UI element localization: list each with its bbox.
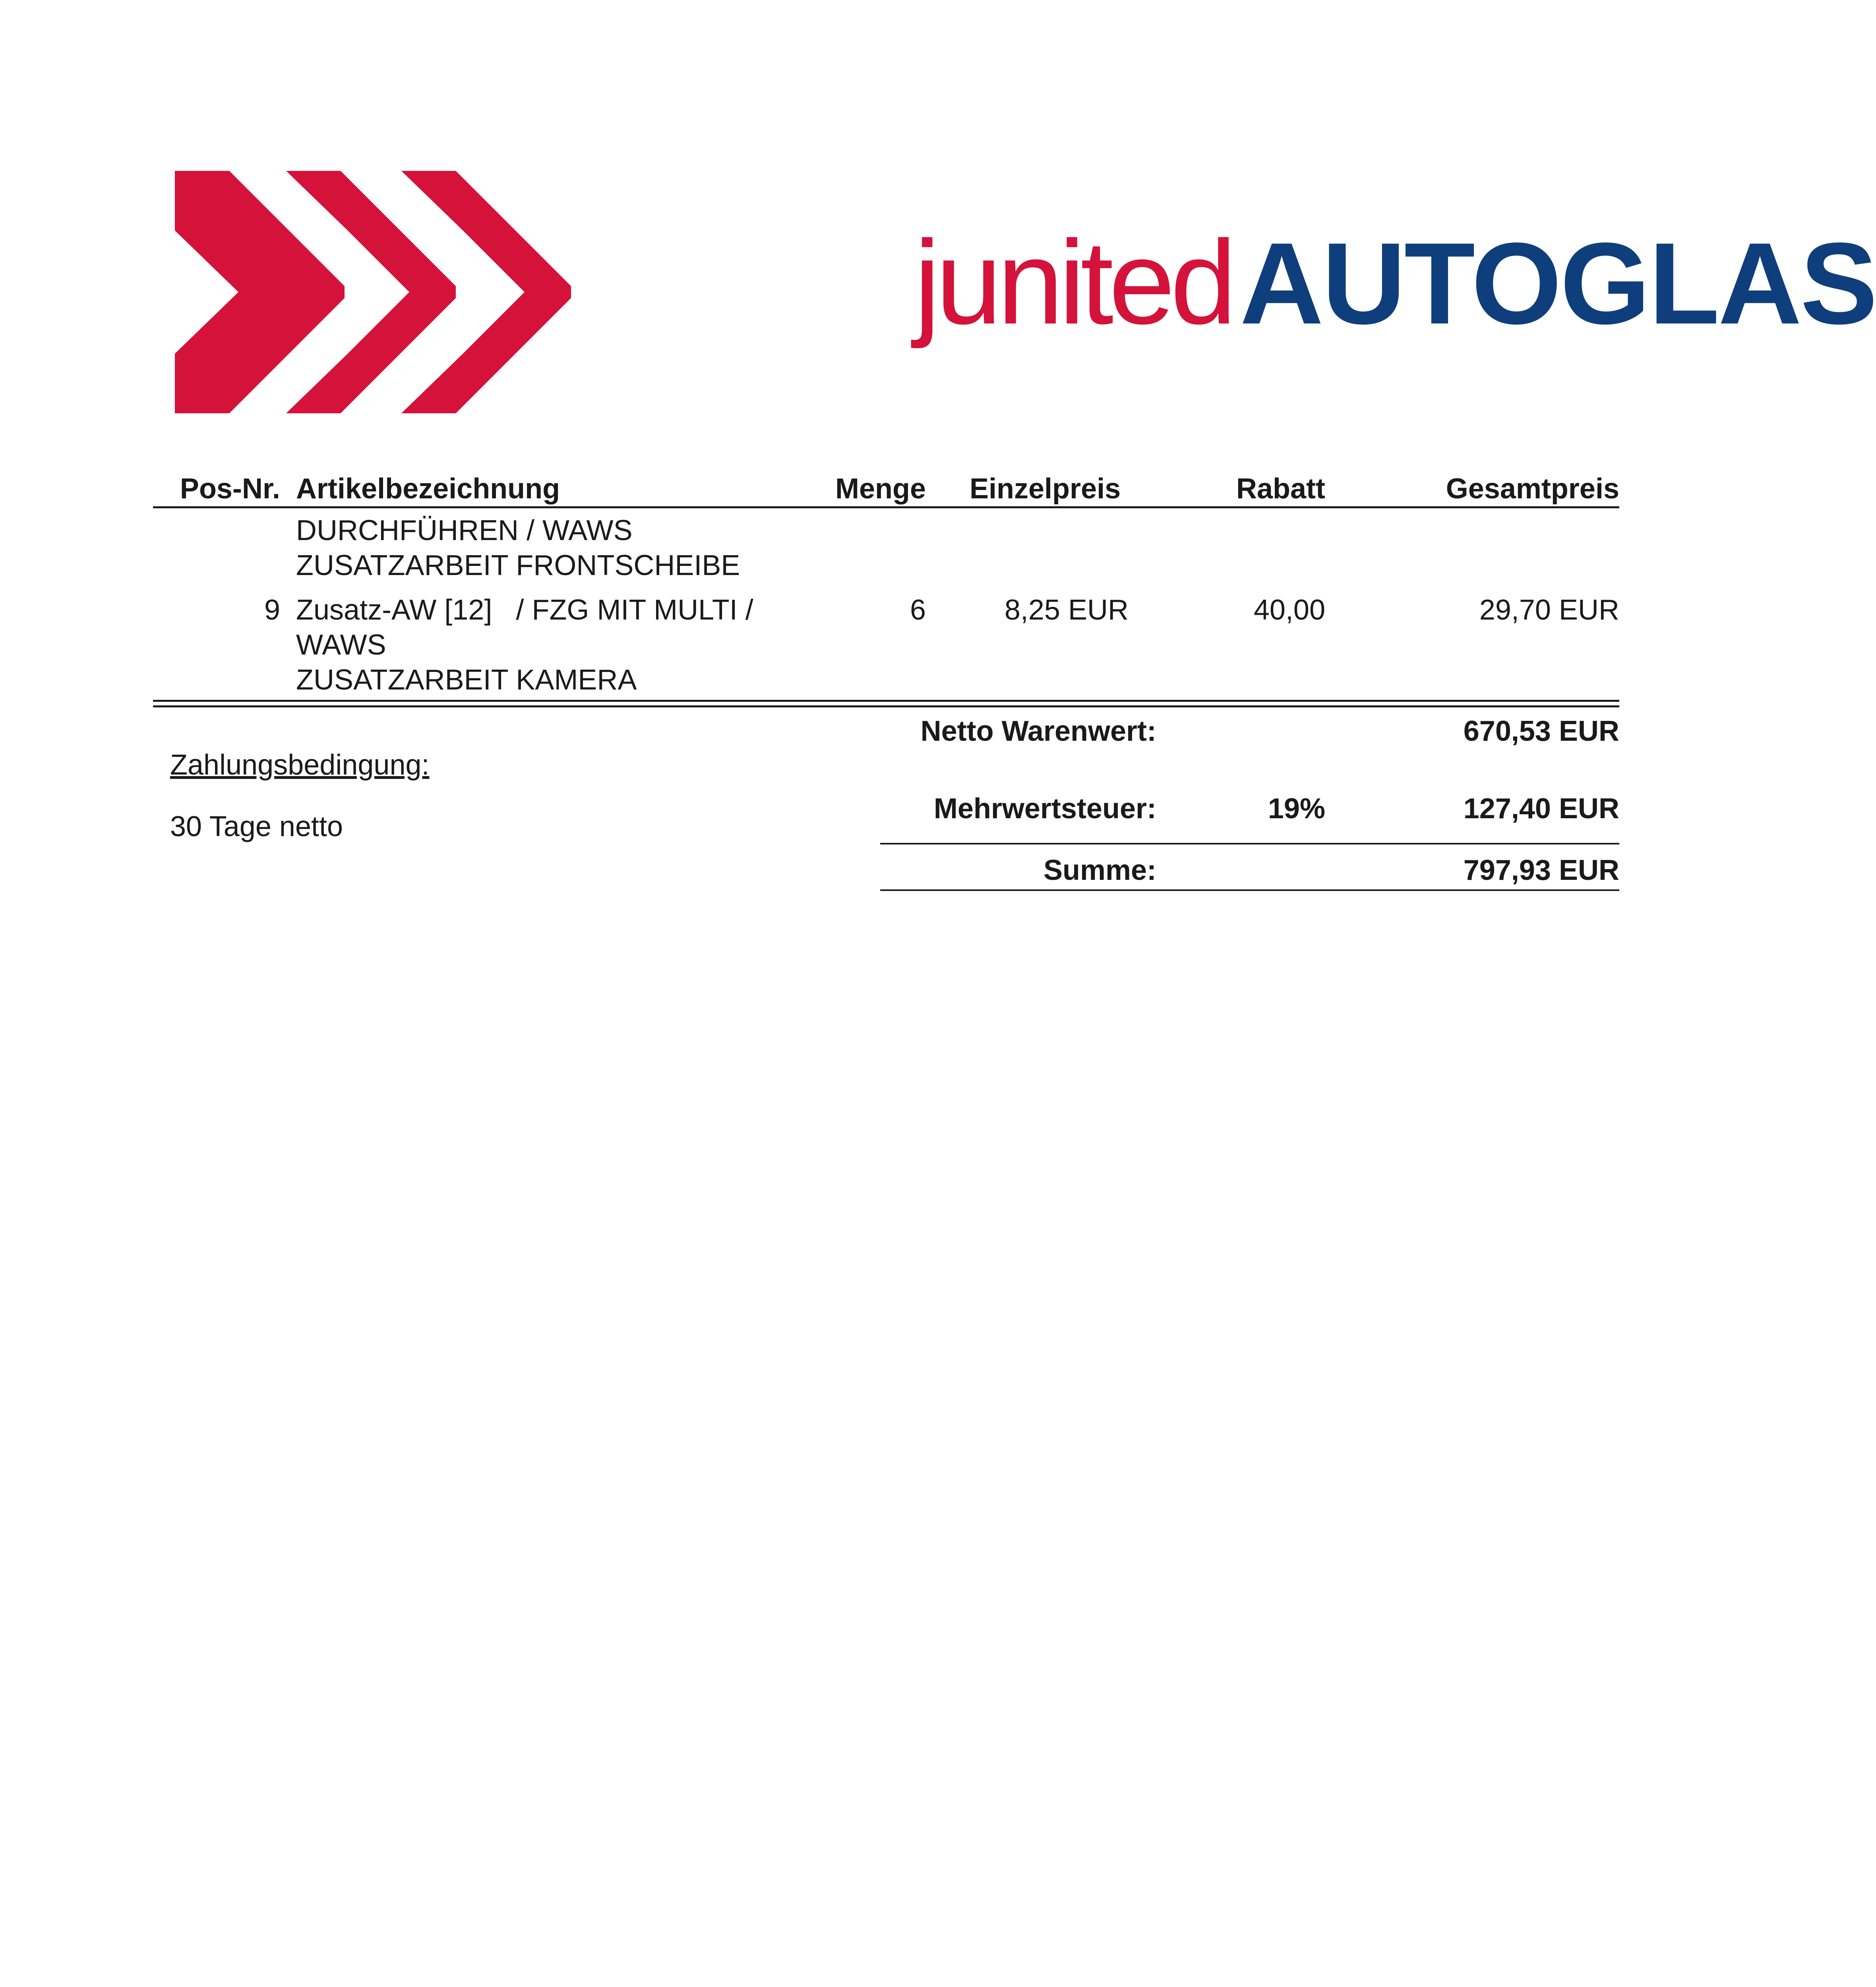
header-rule xyxy=(153,506,1619,508)
col-header-discount: Rabatt xyxy=(1236,473,1325,505)
vat-amount: 127,40 EUR xyxy=(1463,793,1619,825)
item-unit-price: 8,25 EUR xyxy=(1004,594,1129,626)
logo-chevrons xyxy=(175,171,572,413)
item-article-line-2: WAWS xyxy=(296,629,386,661)
payment-terms-label: Zahlungsbedingung: xyxy=(170,749,430,781)
vat-rate: 19% xyxy=(1268,793,1325,825)
sum-label: Summe: xyxy=(1043,854,1156,886)
item-article-line-1: Zusatz-AW [12] / FZG MIT MULTI / xyxy=(296,594,753,626)
col-header-total: Gesamtpreis xyxy=(1446,473,1619,505)
brand-name-junited: junited xyxy=(914,215,1232,349)
net-value-amount: 670,53 EUR xyxy=(1463,715,1619,747)
continued-line-2: ZUSATZARBEIT FRONTSCHEIBE xyxy=(296,550,740,581)
item-discount: 40,00 xyxy=(1253,594,1325,626)
item-total: 29,70 EUR xyxy=(1479,594,1619,626)
brand-wordmark xyxy=(914,215,1876,349)
col-header-unit-price: Einzelpreis xyxy=(970,473,1121,505)
payment-terms-value: 30 Tage netto xyxy=(170,811,343,842)
col-header-qty: Menge xyxy=(835,473,926,505)
brand-name-autoglas: AUTOGLAS xyxy=(1240,219,1876,348)
table-double-rule-bottom xyxy=(153,705,1619,707)
col-header-pos: Pos-Nr. xyxy=(180,473,280,505)
sum-rule-top xyxy=(880,843,1619,844)
logo-chevron-1 xyxy=(175,171,345,413)
item-article-line-3: ZUSATZARBEIT KAMERA xyxy=(296,664,637,696)
continued-line-1: DURCHFÜHREN / WAWS xyxy=(296,515,633,546)
item-qty: 6 xyxy=(910,594,926,626)
sum-amount: 797,93 EUR xyxy=(1463,854,1619,886)
net-value-label: Netto Warenwert: xyxy=(920,715,1156,747)
vat-label: Mehrwertsteuer: xyxy=(933,793,1156,825)
table-double-rule-top xyxy=(153,700,1619,702)
item-pos: 9 xyxy=(264,594,280,626)
sum-rule-bottom xyxy=(880,889,1619,891)
col-header-article: Artikelbezeichnung xyxy=(296,473,560,505)
